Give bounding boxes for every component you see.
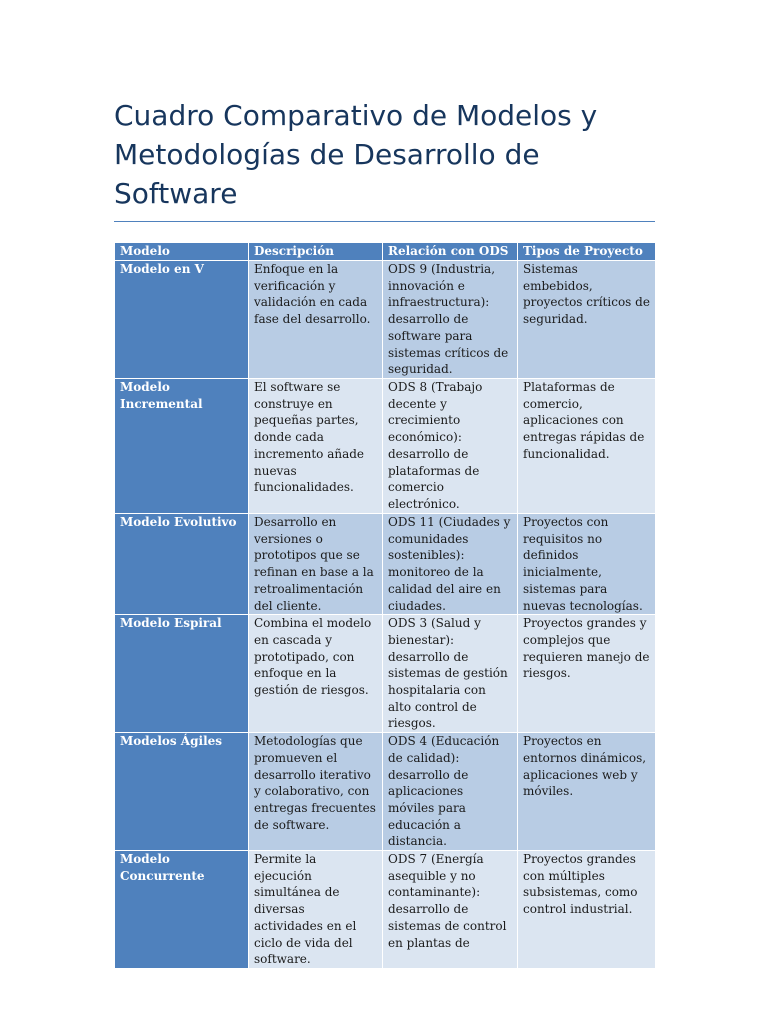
cell-modelo: Modelo Incremental (115, 379, 249, 514)
table-header-row (115, 243, 656, 261)
cell-modelo: Modelos Ágiles (115, 733, 249, 851)
cell-ods: ODS 3 (Salud y bienestar): desarrollo de sistemas de gestión hospitalaria con alto control de riesgos. (383, 615, 518, 733)
cell-descripcion: Combina el modelo en cascada y prototipado, con enfoque en la gestión de riesgos. (249, 615, 383, 733)
table-row (115, 615, 656, 733)
cell-modelo: Modelo Espiral (115, 615, 249, 733)
cell-tipos: Proyectos con requisitos no definidos inicialmente, sistemas para nuevas tecnologías. (518, 514, 656, 615)
cell-tipos: Plataformas de comercio, aplicaciones con entregas rápidas de funcionalidad. (518, 379, 656, 514)
table-row (115, 379, 656, 514)
cell-ods: ODS 4 (Educación de calidad): desarrollo de aplicaciones móviles para educación a distancia. (383, 733, 518, 851)
table-row (115, 514, 656, 615)
cell-ods: ODS 8 (Trabajo decente y crecimiento económico): desarrollo de plataformas de comercio electrónico. (383, 379, 518, 514)
header-tipos: Tipos de Proyecto (518, 243, 656, 261)
cell-descripcion: Permite la ejecución simultánea de diversas actividades en el ciclo de vida del software. (249, 851, 383, 969)
document-title: Cuadro Comparativo de Modelos y Metodologías de Desarrollo de Software (114, 99, 598, 210)
header-modelo: Modelo (115, 243, 249, 261)
cell-modelo: Modelo Concurrente (115, 851, 249, 969)
comparison-table (114, 242, 656, 969)
table-row (115, 851, 656, 969)
cell-modelo: Modelo en V (115, 261, 249, 379)
header-ods: Relación con ODS (383, 243, 518, 261)
table-row (115, 261, 656, 379)
cell-tipos: Proyectos grandes y complejos que requieren manejo de riesgos. (518, 615, 656, 733)
cell-tipos: Proyectos grandes con múltiples subsistemas, como control industrial. (518, 851, 656, 969)
cell-descripcion: Enfoque en la verificación y validación en cada fase del desarrollo. (249, 261, 383, 379)
header-descripcion: Descripción (249, 243, 383, 261)
cell-tipos: Proyectos en entornos dinámicos, aplicaciones web y móviles. (518, 733, 656, 851)
table-row (115, 733, 656, 851)
title-divider (114, 221, 655, 222)
cell-descripcion: Desarrollo en versiones o prototipos que se refinan en base a la retroalimentación del cliente. (249, 514, 383, 615)
cell-ods: ODS 11 (Ciudades y comunidades sostenibles): monitoreo de la calidad del aire en ciudades. (383, 514, 518, 615)
cell-tipos: Sistemas embebidos, proyectos críticos de seguridad. (518, 261, 656, 379)
cell-ods: ODS 9 (Industria, innovación e infraestructura): desarrollo de software para sistemas críticos de seguridad. (383, 261, 518, 379)
cell-modelo: Modelo Evolutivo (115, 514, 249, 615)
cell-descripcion: El software se construye en pequeñas partes, donde cada incremento añade nuevas funcionalidades. (249, 379, 383, 514)
cell-ods: ODS 7 (Energía asequible y no contaminante): desarrollo de sistemas de control en plantas de (383, 851, 518, 969)
cell-descripcion: Metodologías que promueven el desarrollo iterativo y colaborativo, con entregas frecuentes de software. (249, 733, 383, 851)
